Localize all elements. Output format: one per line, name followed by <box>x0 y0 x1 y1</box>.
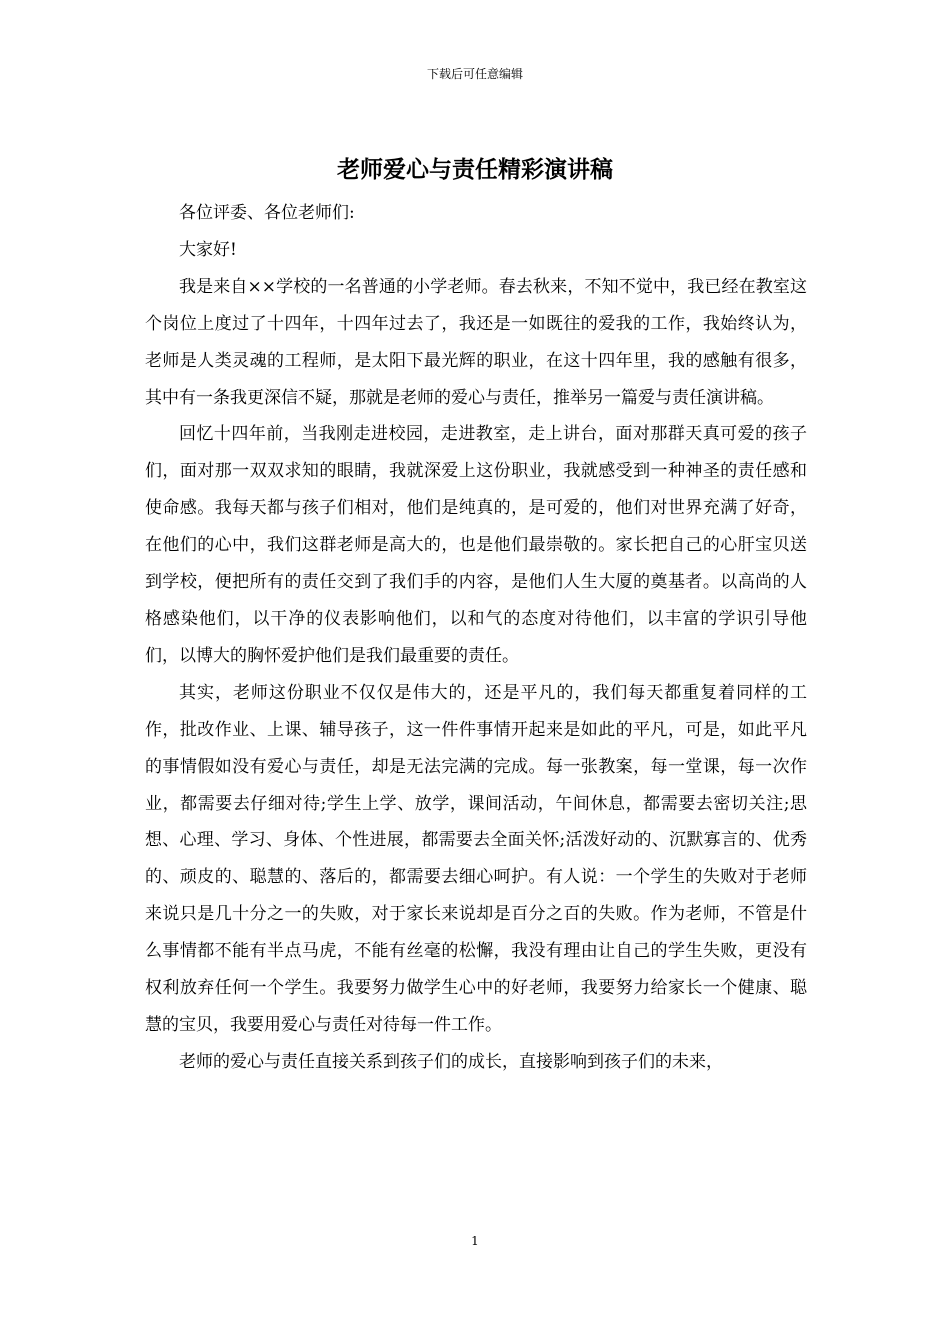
body-paragraph: 老师的爱心与责任直接关系到孩子们的成长，直接影响到孩子们的未来， <box>179 1051 723 1072</box>
page-header-note: 下载后可任意编辑 <box>426 67 523 81</box>
body-paragraph: 回忆十四年前，当我刚走进校园，走进教室，走上讲台，面对那群天真可爱的孩子们，面对那一双双求知的眼睛，我就深爱上这份职业，我就感受到一种神圣的责任感和使命感。我每天都与孩子们相对，他们是纯真的，是可爱的，他们对世界充满了好奇，在他们的心中，我们这群老师是高大的，也是他们最崇敬的。家长把自己的心肝宝贝送到学校，便把所有的责任交到了我们手的内容，是他们人生大厦的奠基者。以高尚的人格感染他们，以干净的仪表影响他们，以和气的态度对待他们，以丰富的学识引导他们，以博大的胸怀爱护他们是我们最重要的责任。 <box>145 424 807 666</box>
document-title: 老师爱心与责任精彩演讲稿 <box>337 156 613 183</box>
page-number: 1 <box>471 1234 479 1248</box>
body-paragraph: 我是来自××学校的一名普通的小学老师。春去秋来，不知不觉中，我已经在教室这个岗位上度过了十四年，十四年过去了，我还是一如既往的爱我的工作，我始终认为，老师是人类灵魂的工程师，是太阳下最光辉的职业，在这十四年里，我的感触有很多，其中有一条我更深信不疑，那就是老师的爱心与责任，推举另一篇爱与责任演讲稿。 <box>145 276 807 408</box>
salutation-paragraph: 各位评委、各位老师们: <box>179 203 355 223</box>
document-body <box>145 195 807 1081</box>
body-paragraph: 其实，老师这份职业不仅仅是伟大的，还是平凡的，我们每天都重复着同样的工作，批改作业、上课、辅导孩子，这一件件事情开起来是如此的平凡，可是，如此平凡的事情假如没有爱心与责任，却是无法完满的完成。每一张教案，每一堂课，每一次作业，都需要去仔细对待;学生上学、放学，课间活动，午间休息，都需要去密切关注;思想、心理、学习、身体、个性进展，都需要去全面关怀;活泼好动的、沉默寡言的、优秀的、顽皮的、聪慧的、落后的，都需要去细心呵护。有人说：一个学生的失败对于老师来说只是几十分之一的失败，对于家长来说却是百分之百的失败。作为老师，不管是什么事情都不能有半点马虎，不能有丝毫的松懈，我没有理由让自己的学生失败，更没有权利放弃任何一个学生。我要努力做学生心中的好老师，我要努力给家长一个健康、聪慧的宝贝，我要用爱心与责任对待每一件工作。 <box>145 682 807 1035</box>
greeting-paragraph: 大家好! <box>179 239 237 260</box>
